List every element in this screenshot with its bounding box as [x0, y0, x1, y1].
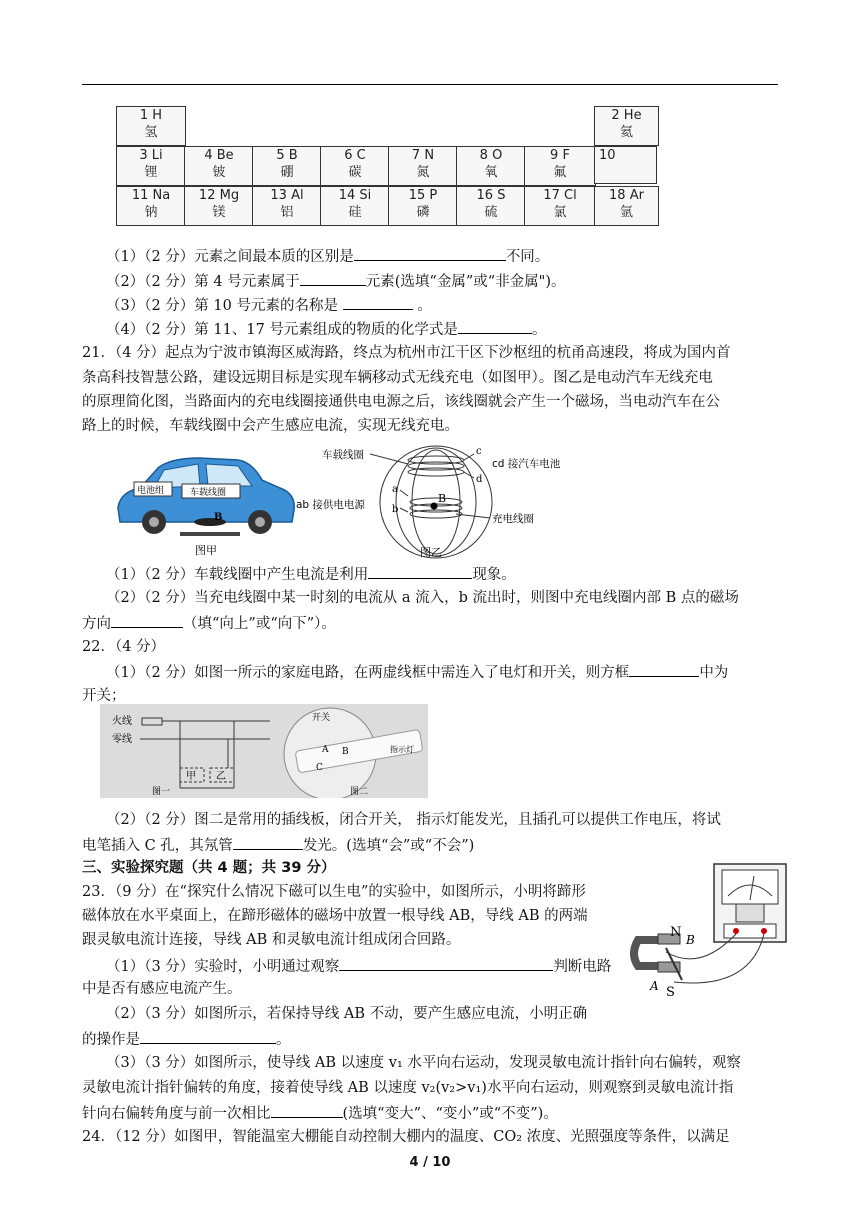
box-jia-label: 甲 [186, 771, 196, 782]
q23-item-3b: 灵敏电流计指针偏转的角度，接着使导线 AB 以速度 v₂(v₂>v₁)水平向右运动，则观察到灵敏电流计指 [82, 1080, 734, 1096]
q21-text: 条高科技智慧公路，建设远期目标是实现车辆移动式无线充电（如图甲）。图乙是电动汽车无线充电 [82, 370, 713, 386]
q24-text: 24．（12 分）如图甲，智能温室大棚能自动控制大棚内的温度、CO₂ 浓度、光照强度等条件，以满足 [82, 1129, 730, 1145]
neutral-wire-label: 零线 [112, 734, 132, 745]
indicator-label: 指示灯 [390, 745, 414, 754]
socket-a-label: A [322, 745, 329, 755]
q21-item-2: （2）（2 分）当充电线圈中某一时刻的电流从 a 流入，b 流出时，则图中充电线圈内部 B 点的磁场 [106, 590, 739, 606]
q23-text: 磁体放在水平桌面上，在蹄形磁体的磁场中放置一根导线 AB，导线 AB 的两端 [82, 908, 588, 924]
charge-coil-label: 充电线圈 [492, 513, 534, 525]
figure-caption: 图二 [350, 787, 369, 797]
q20-item-2: （2）（2 分）第 4 号元素属于 元素(选填“金属”或“非金属")。 [106, 270, 806, 292]
q22-item-2: （2）（2 分）图二是常用的插线板，闭合开关， 指示灯能发光，且插孔可以提供工作电压，将试 [106, 812, 721, 828]
q21-text: 21．（4 分）起点为宁波市镇海区威海路，终点为杭州市江干区下沙枢纽的杭甬高速段，将成为国内首 [82, 345, 731, 361]
element-cell: 1 H 氢 [116, 106, 186, 146]
answer-blank[interactable] [343, 294, 413, 310]
figure-caption: 图甲 [195, 544, 217, 557]
q22-head: 22．（4 分） [82, 639, 166, 655]
element-cell: 8 O 氧 [456, 146, 526, 186]
element-cell: 13 Al 铝 [252, 186, 322, 226]
figure-galvanometer-setup [630, 862, 790, 998]
q22-item-1: （1）（2 分）如图一所示的家庭电路，在两虚线框中需连入了电灯和开关，则方框 中为 [106, 661, 806, 683]
header-rule [82, 84, 778, 85]
figure-household-circuit [100, 704, 428, 798]
figure-caption: 图乙 [420, 546, 442, 559]
element-cell: 18 Ar 氩 [594, 186, 659, 226]
element-cell: 9 F 氟 [524, 146, 596, 186]
answer-blank[interactable] [300, 270, 366, 286]
q21-item-2b: 方向 （填“向上”或“向下”）。 [82, 612, 782, 634]
answer-blank[interactable] [458, 318, 532, 334]
q21-text: 的原理简化图，当路面内的充电线圈接通供电电源之后，该线圈就会产生一个磁场，当电动汽车在公 [82, 394, 720, 410]
answer-blank[interactable] [629, 661, 699, 677]
answer-blank[interactable] [233, 834, 303, 850]
q21-text: 路上的时候，车载线圈中会产生感应电流，实现无线充电。 [82, 418, 459, 434]
q23-item-3c: 针向右偏转角度与前一次相比 (选填“变大”、“变小”或“不变”)。 [82, 1102, 782, 1124]
point-b-label: B [438, 492, 447, 505]
element-cell: 16 S 硫 [456, 186, 526, 226]
element-cell: 12 Mg 镁 [184, 186, 254, 226]
answer-blank[interactable] [354, 245, 506, 261]
answer-blank[interactable] [368, 563, 472, 579]
terminal-c: c [476, 446, 482, 457]
battery-label: 电池组 [137, 486, 165, 496]
element-cell: 7 N 氮 [388, 146, 458, 186]
magnet-s-label: S [666, 985, 675, 998]
element-cell: 11 Na 钠 [116, 186, 186, 226]
q23-item-1b: 中是否有感应电流产生。 [82, 981, 242, 997]
element-cell: 5 B 硼 [252, 146, 322, 186]
element-cell: 2 He 氦 [594, 106, 659, 146]
q23-text: 跟灵敏电流计连接，导线 AB 和灵敏电流计组成闭合回路。 [82, 932, 461, 948]
element-cell: 14 Si 硅 [320, 186, 390, 226]
terminal-b: b [392, 504, 399, 515]
answer-blank[interactable] [271, 1102, 343, 1118]
q20-item-3: （3）（2 分）第 10 号元素的名称是 。 [106, 294, 806, 316]
element-cell: 4 Be 铍 [184, 146, 254, 186]
periodic-table [116, 106, 644, 224]
figure-coil-diagram [296, 440, 606, 560]
wire-a-label: A [650, 979, 659, 993]
q23-item-3: （3）（3 分）如图所示，使导线 AB 以速度 v₁ 水平向右运动，发现灵敏电流计指针向右偏转，观察 [106, 1055, 741, 1071]
terminal-d: d [476, 474, 483, 485]
element-cell: 3 Li 锂 [116, 146, 186, 186]
live-wire-label: 火线 [112, 716, 132, 727]
answer-blank[interactable] [339, 955, 553, 971]
car-coil-label: 车载线圈 [322, 449, 364, 461]
box-yi-label: 乙 [216, 771, 226, 782]
q23-item-2b: 的操作是 。 [82, 1028, 782, 1050]
wire-b-label: B [686, 933, 695, 947]
q23-item-1: （1）（3 分）实验时，小明通过观察 判断电路 [106, 955, 806, 977]
switch-label: 开关 [312, 713, 331, 723]
q22-item-2b: 电笔插入 C 孔，其氖管 发光。(选填“会”或“不会”) [82, 834, 782, 856]
magnet-n-label: N [670, 925, 682, 940]
element-cell: 10 [594, 146, 657, 184]
element-cell: 6 C 碳 [320, 146, 390, 186]
socket-b-label: B [342, 747, 349, 757]
q23-text: 23．（9 分）在“探究什么情况下磁可以生电”的实验中，如图所示，小明将蹄形 [82, 884, 586, 900]
cd-label: cd 接汽车电池 [492, 458, 561, 470]
car-coil-label: 车载线圈 [190, 488, 227, 498]
element-cell: 15 P 磷 [388, 186, 458, 226]
element-cell: 17 Cl 氯 [524, 186, 596, 226]
point-b-label: B [214, 512, 223, 523]
q20-item-1: （1）（2 分）元素之间最本质的区别是 不同。 [106, 245, 806, 267]
section-heading: 三、实验探究题（共 4 题；共 39 分） [82, 860, 336, 876]
q21-item-1: （1）（2 分）车载线圈中产生电流是利用 现象。 [106, 563, 806, 585]
q20-item-4: （4）（2 分）第 11、17 号元素组成的物质的化学式是 。 [106, 318, 806, 340]
q22-item-1b: 开关； [82, 688, 126, 704]
answer-blank[interactable] [140, 1028, 276, 1044]
ab-label: ab 接供电电源 [296, 499, 365, 511]
figure-car-wireless-charging [110, 448, 300, 558]
figure-caption: 图一 [152, 787, 171, 797]
socket-c-label: C [316, 763, 323, 773]
page-number: 4 / 10 [409, 1155, 451, 1170]
terminal-a: a [392, 484, 398, 495]
answer-blank[interactable] [111, 612, 183, 628]
q23-item-2: （2）（3 分）如图所示，若保持导线 AB 不动，要产生感应电流，小明正确 [106, 1006, 588, 1022]
